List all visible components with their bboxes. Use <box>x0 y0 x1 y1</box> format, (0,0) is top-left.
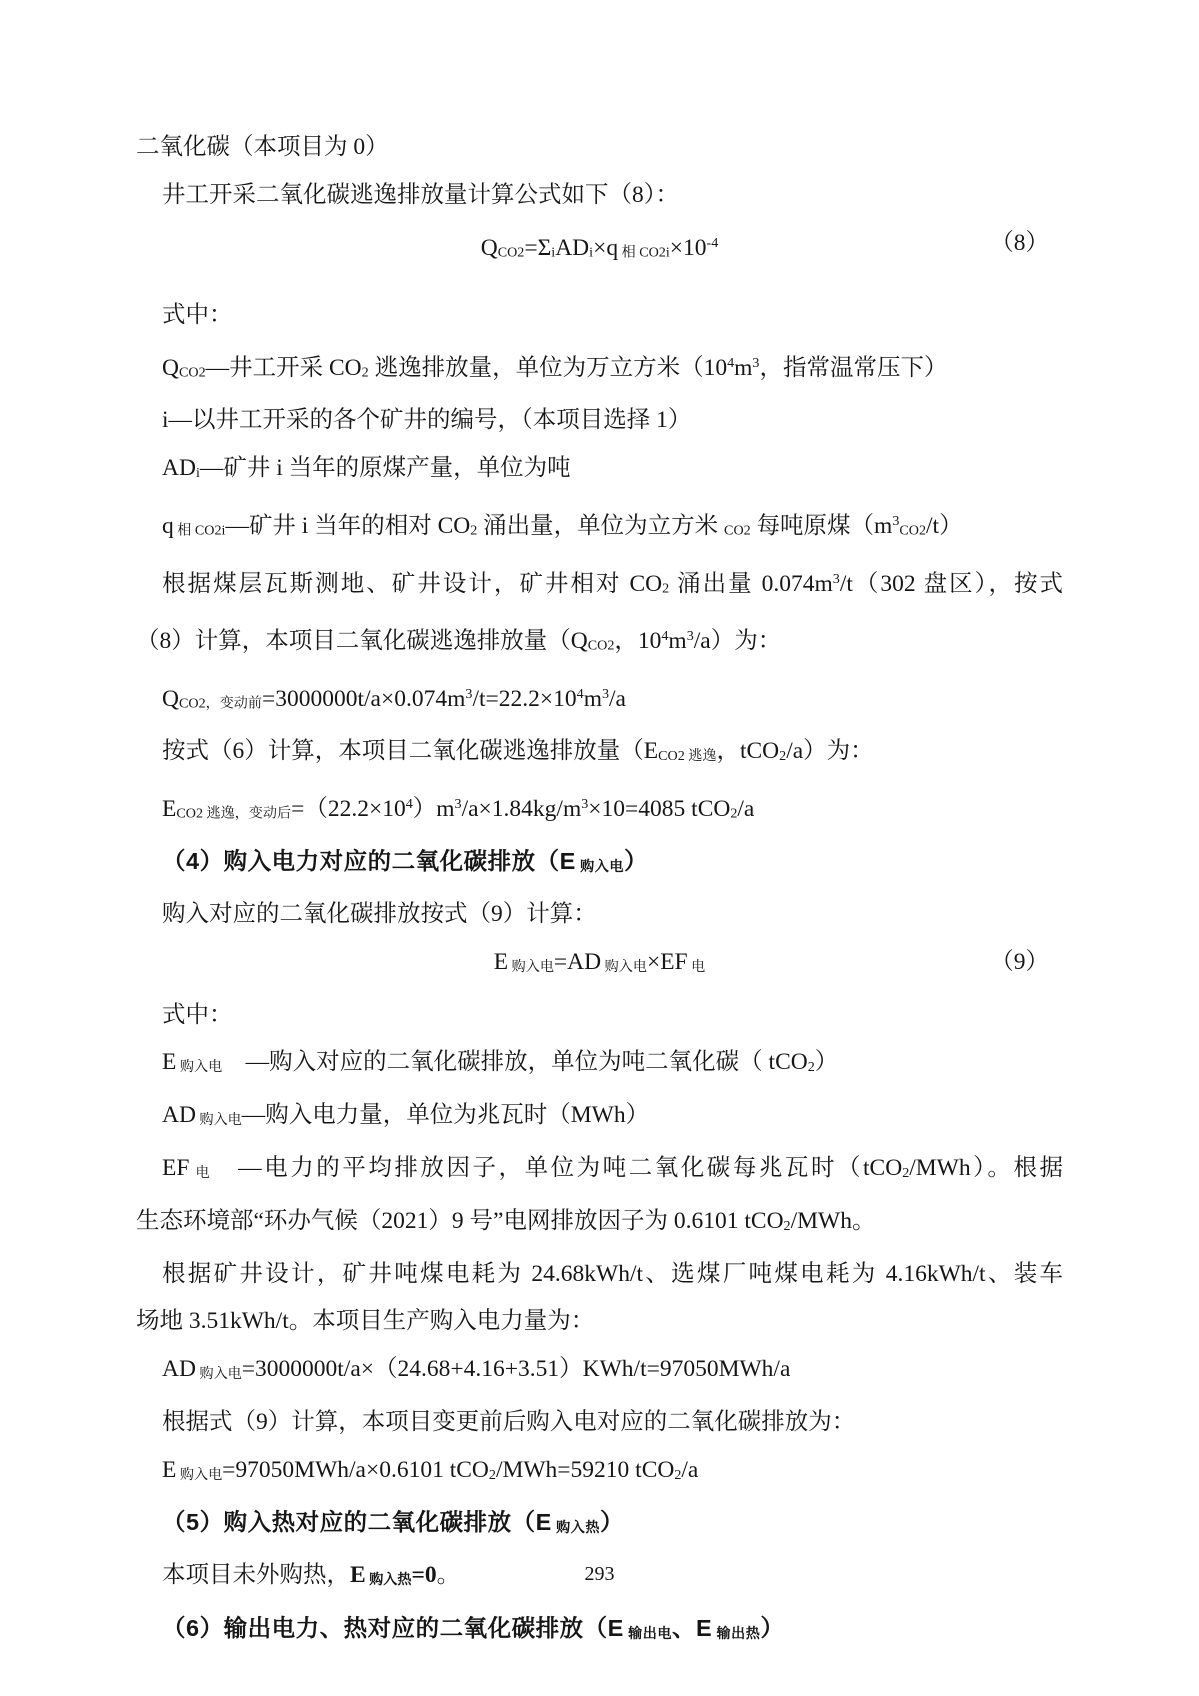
text-segment: AD <box>162 1356 196 1383</box>
text-segment: 。 <box>436 1562 461 1589</box>
text-segment: 3 <box>752 354 760 371</box>
text-segment: 购入电 <box>176 1466 223 1483</box>
text-segment: /a <box>681 1456 699 1483</box>
def-adi <box>136 445 1063 498</box>
text-segment: 购入电 <box>575 858 624 875</box>
text-segment: ） <box>623 848 648 875</box>
formula-9 <box>136 939 1063 992</box>
text-segment: 每吨原煤（m <box>750 512 893 539</box>
text-segment: /a <box>609 685 626 712</box>
text-segment: 3 <box>454 795 462 812</box>
text-segment: =3000000t/a×（24.68+4.16+3.51）KWh/t=97050MWh/a <box>241 1356 791 1383</box>
text-segment: 3 <box>601 685 610 702</box>
text-segment: i <box>589 244 594 261</box>
text-segment: 输出电 <box>623 1624 672 1641</box>
text-segment: 2 <box>807 1059 815 1076</box>
page-number: 293 <box>584 1563 615 1585</box>
para-formula9-intro <box>136 891 1063 939</box>
def-qco2 <box>136 340 1063 398</box>
text-segment: 3 <box>465 685 473 702</box>
text-segment: CO2 <box>899 522 927 539</box>
para-formula8-intro <box>136 172 1063 220</box>
text-segment: ，指常温常压下） <box>759 354 948 381</box>
text-segment: 2 <box>730 805 738 822</box>
def-e-power <box>136 1039 1063 1092</box>
text-segment: /a <box>737 795 755 822</box>
text-segment: 3 <box>581 795 589 812</box>
text-segment: CO2，变动前 <box>178 695 262 712</box>
text-segment: 购入电 <box>195 1366 242 1383</box>
text-segment: -4 <box>706 234 719 251</box>
text-segment: 2 <box>470 522 478 539</box>
para-formula9-apply <box>136 1399 1063 1447</box>
para-mine-consumption <box>136 1251 1063 1299</box>
text-segment: 2 <box>674 1466 682 1483</box>
calc-e-power <box>136 1447 1063 1500</box>
para-mine-consumption-cont <box>136 1298 1063 1346</box>
text-segment: ） <box>760 1614 785 1641</box>
text-segment: —矿井 i 当年的相对 CO <box>225 512 471 539</box>
text-segment: 二氧化碳（本项目为 0） <box>136 134 389 160</box>
text-segment: =AD <box>553 948 602 975</box>
text-segment: 2 <box>361 364 369 381</box>
text-segment: 根据煤层瓦斯测地、矿井设计，矿井相对 CO <box>162 570 663 597</box>
para-where-1 <box>136 292 1063 340</box>
text-segment: 3 <box>832 570 840 587</box>
text-segment: ，tCO <box>716 738 780 765</box>
text-segment: 电 <box>687 958 706 975</box>
text-segment: （4）购入电力对应的二氧化碳排放（E <box>162 848 576 875</box>
para-co2-note <box>136 124 1063 172</box>
para-formula6-apply <box>136 728 1063 781</box>
text-segment: 4 <box>405 795 413 812</box>
text-segment: 根据式（9）计算，本项目变更前后购入电对应的二氧化碳排放为： <box>162 1408 856 1435</box>
para-gas-survey-cont <box>136 613 1063 671</box>
text-segment: q <box>162 512 174 539</box>
text-segment: 2 <box>779 748 787 765</box>
text-segment: 2 <box>902 1164 910 1181</box>
text-segment: ，10 <box>614 627 662 654</box>
text-segment: 、E <box>671 1614 713 1641</box>
text-segment: 涌出量，单位为立方米 <box>477 512 725 539</box>
calc-ad-power <box>136 1346 1063 1399</box>
text-segment: CO2 <box>497 244 525 261</box>
document-body <box>136 124 1063 1658</box>
def-ef-power-cont <box>136 1198 1063 1251</box>
calc-eco2-after <box>136 781 1063 839</box>
equation-number: （8） <box>990 229 1049 256</box>
text-segment: ×10=4085 tCO <box>588 795 731 822</box>
text-segment: CO2 <box>724 522 751 539</box>
text-segment: 按式（6）计算，本项目二氧化碳逃逸排放量（E <box>162 738 659 765</box>
text-segment: 2 <box>662 580 670 597</box>
text-segment: E <box>162 1049 177 1076</box>
text-segment: AD <box>555 234 590 261</box>
text-segment: =3000000t/a×0.074m <box>261 685 466 712</box>
text-segment: ） <box>599 1509 624 1536</box>
text-segment: /t（302 盘区），按式 <box>839 570 1064 597</box>
text-segment: （8）计算，本项目二氧化碳逃逸排放量（Q <box>136 627 588 654</box>
text-segment: Q <box>480 234 498 261</box>
text-segment: =0 <box>411 1562 437 1589</box>
text-segment: AD <box>162 455 196 482</box>
def-q-rel <box>136 498 1063 556</box>
text-segment: 电 <box>189 1164 213 1181</box>
equation-number: （9） <box>990 948 1049 975</box>
text-segment: —购入对应的二氧化碳排放，单位为吨二氧化碳（ tCO <box>222 1049 808 1076</box>
text-segment: 购入对应的二氧化碳排放按式（9）计算： <box>162 901 597 928</box>
text-segment: 式中： <box>162 1001 233 1028</box>
text-segment: 2 <box>488 1466 496 1483</box>
text-segment: 涌出量 0.074m <box>669 570 833 597</box>
text-segment: 4 <box>661 628 669 645</box>
text-segment: Q <box>162 685 179 712</box>
heading-4 <box>136 838 1063 891</box>
text-segment: 3 <box>892 512 900 529</box>
text-segment: /t=22.2×10 <box>472 685 577 712</box>
text-segment: 4 <box>576 685 584 702</box>
text-segment: m <box>583 685 602 712</box>
text-segment: —井工开采 CO <box>205 354 362 381</box>
text-segment: =（22.2×10 <box>291 795 406 822</box>
text-segment: 购入电 <box>195 1112 242 1129</box>
text-segment: /MWh）。根据 <box>909 1154 1063 1181</box>
formula-8 <box>136 220 1063 278</box>
text-segment: E <box>493 948 509 975</box>
calc-qco2-before <box>136 671 1063 729</box>
text-segment: 购入热 <box>365 1572 412 1589</box>
heading-6 <box>136 1605 1063 1658</box>
text-segment: 2 <box>783 1217 791 1234</box>
text-segment: 场地 3.51kWh/t。本项目生产购入电力量为： <box>136 1308 595 1335</box>
text-segment: 3 <box>686 628 694 645</box>
text-segment: 逃逸排放量，单位为万立方米（10 <box>368 354 728 381</box>
text-segment: /MWh。 <box>790 1207 876 1234</box>
para-where-2 <box>136 992 1063 1040</box>
text-segment: ×q <box>593 234 619 261</box>
def-ad-power <box>136 1092 1063 1145</box>
text-segment: i—以井工开采的各个矿井的编号，（本项目选择 1） <box>162 407 692 434</box>
text-segment: —购入电力量，单位为兆瓦时（MWh） <box>241 1102 650 1129</box>
text-segment: m <box>734 354 753 381</box>
text-segment: 相 CO2i <box>618 244 670 261</box>
text-segment: m <box>668 627 687 654</box>
para-gas-survey <box>136 556 1063 614</box>
text-segment: 井工开采二氧化碳逃逸排放量计算公式如下（8）： <box>162 181 679 208</box>
text-segment: /MWh=59210 tCO <box>495 1456 675 1483</box>
def-ef-power <box>136 1145 1063 1198</box>
text-segment: 购入电 <box>176 1059 223 1076</box>
text-segment: —电力的平均排放因子，单位为吨二氧化碳每兆瓦时（tCO <box>212 1154 903 1181</box>
text-segment: 购入电 <box>508 958 554 975</box>
heading-5 <box>136 1499 1063 1552</box>
text-segment: 输出热 <box>712 1624 761 1641</box>
text-segment: —矿井 i 当年的原煤产量，单位为吨 <box>199 455 571 482</box>
text-segment: CO2 逃逸，变动后 <box>176 805 292 822</box>
text-segment: AD <box>162 1102 196 1129</box>
text-segment: i <box>551 244 556 261</box>
text-segment: i <box>195 465 200 482</box>
text-segment: 式中： <box>162 302 233 329</box>
text-segment: /a）为： <box>693 627 782 654</box>
text-segment: EF <box>162 1154 190 1181</box>
text-segment: /t） <box>926 512 963 539</box>
text-segment: ） <box>814 1049 839 1076</box>
text-segment: 购入电 <box>601 958 647 975</box>
text-segment: CO2 <box>178 364 206 381</box>
text-segment: /a）为： <box>786 738 874 765</box>
text-segment: （5）购入热对应的二氧化碳排放（E <box>162 1509 552 1536</box>
text-segment: ×10 <box>669 234 707 261</box>
def-i <box>136 397 1063 445</box>
text-segment: E <box>162 1456 177 1483</box>
text-segment: E <box>350 1562 366 1589</box>
text-segment: 生态环境部“环办气候（2021）9 号”电网排放因子为 0.6101 tCO <box>136 1207 784 1234</box>
text-segment: ）m <box>412 795 455 822</box>
text-segment: Q <box>162 354 179 381</box>
text-segment: CO2 逃逸 <box>658 748 717 765</box>
text-segment: 根据矿井设计，矿井吨煤电耗为 24.68kWh/t、选煤厂吨煤电耗为 4.16kWh/t、装车 <box>162 1260 1063 1287</box>
text-segment: ×EF <box>646 948 688 975</box>
text-segment: 购入热 <box>551 1519 600 1536</box>
text-segment: （6）输出电力、热对应的二氧化碳排放（E <box>162 1614 624 1641</box>
text-segment: CO2 <box>587 637 615 654</box>
text-segment: 4 <box>727 354 735 371</box>
text-segment: 相 CO2i <box>173 522 226 539</box>
text-segment: /a×1.84kg/m <box>461 795 582 822</box>
text-segment: =Σ <box>524 234 552 261</box>
text-segment: 本项目未外购热， <box>162 1562 350 1589</box>
text-segment: E <box>162 795 177 822</box>
text-segment: =97050MWh/a×0.6101 tCO <box>222 1456 489 1483</box>
